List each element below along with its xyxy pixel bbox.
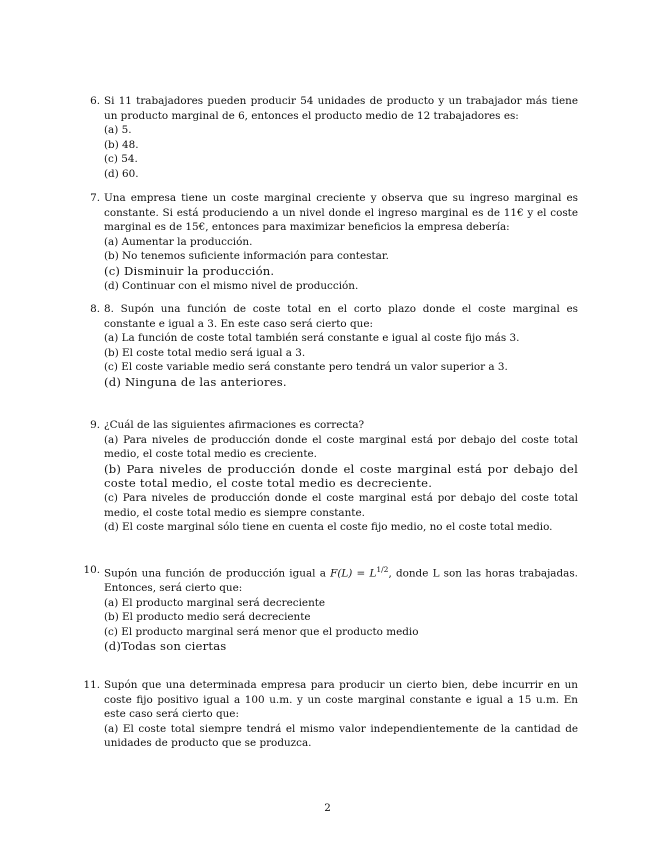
option-c: (c) Disminuir la producción. <box>104 263 275 278</box>
question-number: 6. <box>90 95 100 107</box>
option-b: (b) 48. <box>104 138 139 151</box>
option-a: (a) 5. <box>104 124 132 137</box>
question-number: 11. <box>83 679 100 691</box>
option-c: (c) El coste variable medio será constante pero tendrá un valor superior a 3. <box>104 361 508 374</box>
option-b: (b) Para niveles de producción donde el coste marginal está por debajo del coste total medio, el coste total medio es decreciente. <box>104 461 578 491</box>
question-stem: Supón una función de producción igual a $F(L) = L^{1/2}$, donde L son las horas trabajadas. Entonces, será cierto que: <box>104 565 578 595</box>
option-d: (d) El coste marginal sólo tiene en cuenta el coste fijo medio, no el coste total medio. <box>104 521 553 534</box>
question-stem: 8. Supón una función de coste total en el corto plazo donde el coste marginal es constante e igual a 3. En este caso será cierto que: <box>104 303 578 330</box>
question-number: 9. <box>90 419 100 431</box>
formula-exponent: 1/2 <box>376 565 389 574</box>
option-b: (b) El producto medio será decreciente <box>104 611 311 624</box>
question-number: 10. <box>83 564 100 576</box>
option-d: (d) 60. <box>104 167 139 180</box>
option-a: (a) El coste total siempre tendrá el mismo valor independientemente de la cantidad de unidades de producto que se produzca. <box>104 722 578 750</box>
page-number: 2 <box>324 802 331 814</box>
question-stem: Una empresa tiene un coste marginal creciente y observa que su ingreso marginal es constante. Si está produciendo a un nivel donde el ingreso marginal es de 11€ y el coste marginal es de 15€, entonces para maximizar beneficios la empresa debería: <box>104 192 578 234</box>
option-d: (d) Continuar con el mismo nivel de producción. <box>104 279 359 292</box>
option-c: (c) Para niveles de producción donde el coste marginal está por debajo del coste total medio, el coste total medio es siempre constante. <box>104 491 578 519</box>
question-stem: ¿Cuál de las siguientes afirmaciones es correcta? <box>104 419 365 431</box>
option-a: (a) Para niveles de producción donde el coste marginal está por debajo del coste total medio, el coste total medio es creciente. <box>104 433 578 461</box>
question-stem: Si 11 trabajadores pueden producir 54 unidades de producto y un trabajador más tiene un producto marginal de 6, entonces el producto medio de 12 trabajadores es: <box>104 95 578 122</box>
question-number: 8. <box>90 303 100 315</box>
option-a: (a) La función de coste total también será constante e igual al coste fijo más 3. <box>104 332 520 345</box>
option-d: (d) Ninguna de las anteriores. <box>104 374 287 389</box>
option-a: (a) Aumentar la producción. <box>104 235 253 248</box>
option-d: (d)Todas son ciertas <box>104 639 227 654</box>
formula: F(L) = L <box>330 567 377 580</box>
question-stem: Supón que una determinada empresa para producir un cierto bien, debe incurrir en un coste fijo positivo igual a 100 u.m. y un coste marginal constante e igual a 15 u.m. En este caso será cierto que: <box>104 679 578 721</box>
question-number: 7. <box>90 192 100 204</box>
option-c: (c) 54. <box>104 153 138 166</box>
option-a: (a) El producto marginal será decreciente <box>104 596 326 609</box>
option-c: (c) El producto marginal será menor que el producto medio <box>104 625 419 638</box>
option-b: (b) No tenemos suficiente información para contestar. <box>104 250 389 263</box>
option-b: (b) El coste total medio será igual a 3. <box>104 346 306 359</box>
